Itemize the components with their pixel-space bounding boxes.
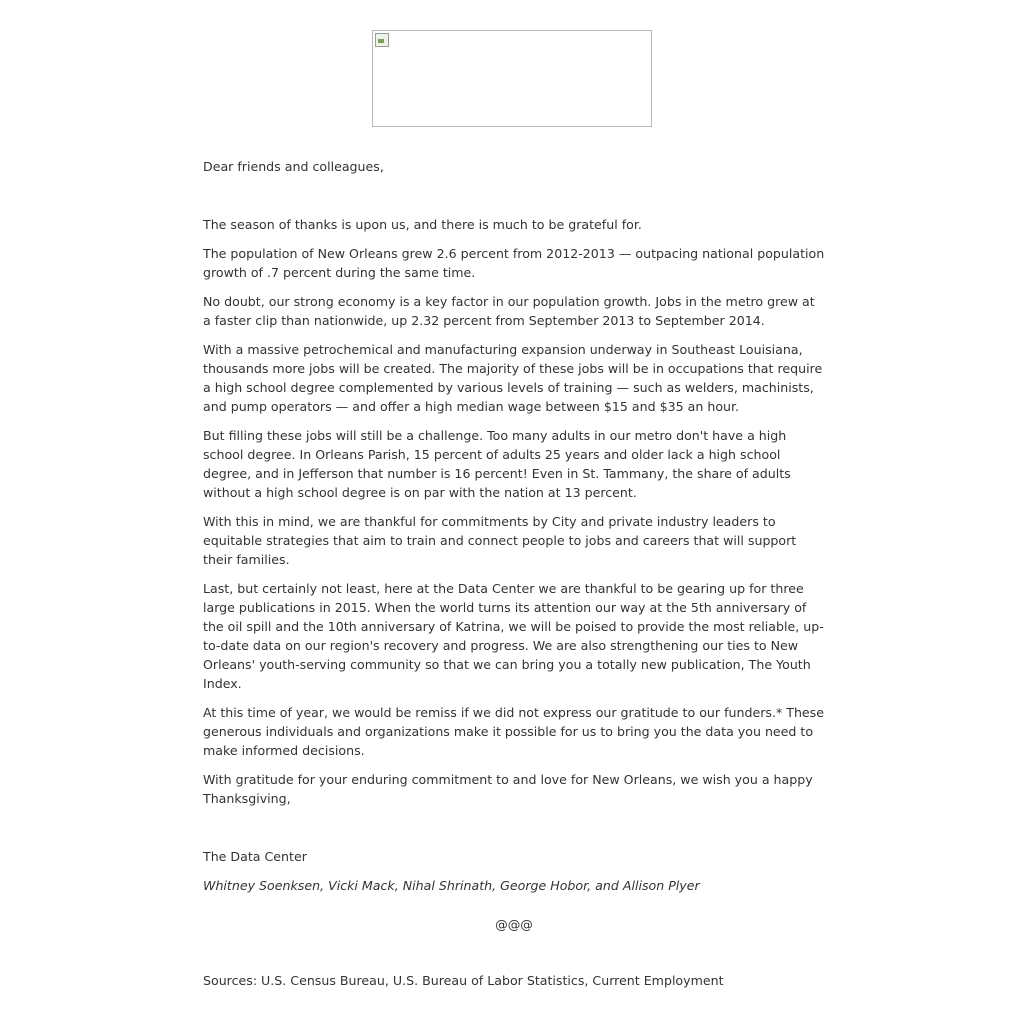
sources: Sources: U.S. Census Bureau, U.S. Bureau of Labor Statistics, Current Employment [203,973,724,988]
signature-org: The Data Center [203,849,307,864]
spacer [203,818,825,837]
header-logo-image [372,30,652,127]
broken-image-icon [375,33,389,47]
paragraph: The population of New Orleans grew 2.6 percent from 2012-2013 — outpacing national population growth of .7 percent during the same time. [203,246,825,280]
spacer [203,186,825,205]
signature-names: Whitney Soenksen, Vicki Mack, Nihal Shrinath, George Hobor, and Allison Plyer [203,878,700,893]
paragraph: With gratitude for your enduring commitment to and love for New Orleans, we wish you a happy Thanksgiving, [203,772,813,806]
email-body [203,157,825,1000]
greeting: Dear friends and colleagues, [203,159,384,174]
paragraph: The season of thanks is upon us, and there is much to be grateful for. [203,217,642,232]
paragraph: With a massive petrochemical and manufacturing expansion underway in Southeast Louisiana, thousands more jobs will be created. The majority of these jobs will be in occupations that require a high school degree complemented by various levels of training — such as welders, machinists, and pump operators — and offer a high median wage between $15 and $35 an hour. [203,342,823,414]
separator: @@@ [495,917,533,932]
paragraph: But filling these jobs will still be a challenge. Too many adults in our metro don't have a high school degree. In Orleans Parish, 15 percent of adults 25 years and older lack a high school degree, and in Jefferson that number is 16 percent! Even in St. Tammany, the share of adults without a high school degree is on par with the nation at 13 percent. [203,428,791,500]
paragraph: With this in mind, we are thankful for commitments by City and private industry leaders to equitable strategies that aim to train and connect people to jobs and careers that will support their families. [203,514,797,567]
paragraph: No doubt, our strong economy is a key factor in our population growth. Jobs in the metro grew at a faster clip than nationwide, up 2.32 percent from September 2013 to September 2014. [203,294,815,328]
paragraph: At this time of year, we would be remiss if we did not express our gratitude to our funders.* These generous individuals and organizations make it possible for us to bring you the data you need to make informed decisions. [203,705,824,758]
paragraph: Last, but certainly not least, here at the Data Center we are thankful to be gearing up for three large publications in 2015. When the world turns its attention our way at the 5th anniversary of the oil spill and the 10th anniversary of Katrina, we will be poised to provide the most reliable, up-to-date data on our region's recovery and progress. We are also strengthening our ties to New Orleans' youth-serving community so that we can bring you a totally new publication, The Youth Index. [203,581,824,691]
